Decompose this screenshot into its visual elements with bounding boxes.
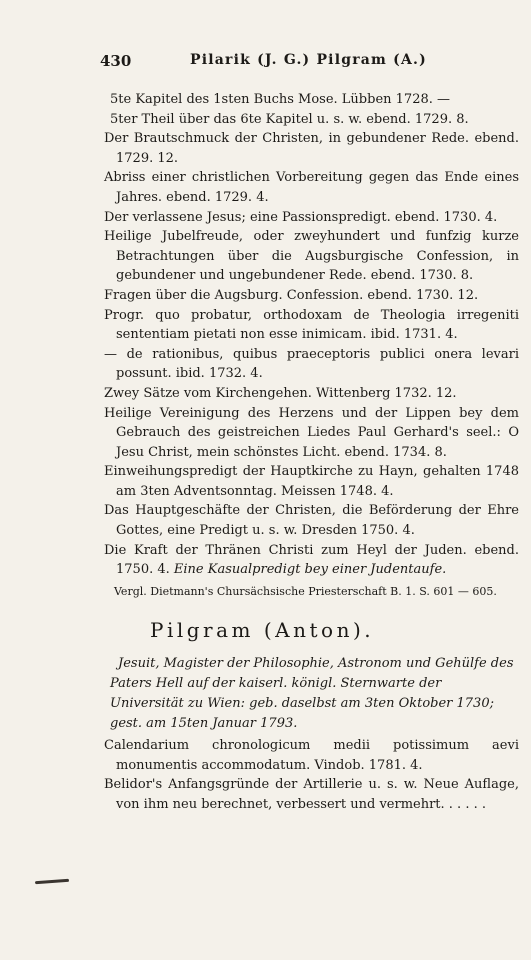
list-item: Calendarium chronologicum medii potissimum aevi monumentis accommodatum. Vindob. 1781. 4. xyxy=(104,738,519,773)
list-item: Das Hauptgeschäfte der Christen, die Beförderung der Ehre Gottes, eine Predigt u. s. w. Dresden 1750. 4. xyxy=(104,503,519,539)
list-item: 5ter Theil über das 6te Kapitel u. s. w. ebend. 1729. 8. xyxy=(110,111,469,127)
list-item: Heilige Vereinigung des Herzens und der Lippen bey dem Gebrauch des geistreichen Liedes Paul Gerhard's seel.: O Jesu Christ, mein schönstes Licht. ebend. 1734. 8. xyxy=(104,405,519,460)
works-list xyxy=(104,736,519,814)
section-heading: Pilgram (Anton). xyxy=(150,618,375,642)
list-item: Zwey Sätze vom Kirchengehen. Wittenberg 1732. 12. xyxy=(104,385,457,401)
list-item: — de rationibus, quibus praeceptoris publici onera levari possunt. ibid. 1732. 4. xyxy=(104,346,519,382)
list-item: Belidor's Anfangsgründe der Artillerie u. s. w. Neue Auflage, von ihm neu berechnet, verbessert und vermehrt. . . . . . xyxy=(104,777,519,812)
page-header xyxy=(100,52,500,74)
list-item: Heilige Jubelfreude, oder zweyhundert und funfzig kurze Betrachtungen über die Augsburgische Confession, in gebundener und ungebundener Rede. ebend. 1730. 8. xyxy=(104,229,519,284)
list-item: 5te Kapitel des 1sten Buchs Mose. Lübben 1728. — xyxy=(110,92,450,107)
biography-paragraph: Jesuit, Magister der Philosophie, Astronom und Gehülfe des Paters Hell auf der kaiserl. königl. Sternwarte der Universität zu Wien: geb. daselbst am 3ten Oktober 1730; gest. am 15ten Januar 1793. xyxy=(110,656,514,731)
page-number: 430 xyxy=(100,52,132,70)
entry-text: Die Kraft der Thränen Christi zum Heyl der Juden. ebend. 1750. 4. xyxy=(104,542,519,578)
bibliography-list xyxy=(104,90,519,599)
reference-note: Vergl. Dietmann's Chursächsische Priesterschaft B. 1. S. 601 — 605. xyxy=(114,584,497,598)
list-item: Fragen über die Augsburg. Confession. ebend. 1730. 12. xyxy=(104,287,479,303)
list-item: Einweihungspredigt der Hauptkirche zu Hayn, gehalten 1748 am 3ten Adventsonntag. Meissen 1748. 4. xyxy=(104,464,519,499)
list-item: Der Brautschmuck der Christen, in gebundener Rede. ebend. 1729. 12. xyxy=(104,131,519,166)
list-item: Der verlassene Jesus; eine Passionspredigt. ebend. 1730. 4. xyxy=(104,209,498,225)
ink-mark xyxy=(35,879,69,884)
running-title: Pilarik (J. G.) Pilgram (A.) xyxy=(190,52,427,68)
list-item: Progr. quo probatur, orthodoxam de Theologia irregeniti sententiam pietati non esse inimicam. ibid. 1731. 4. xyxy=(104,307,519,343)
entry-italic-note: Eine Kasualpredigt bey einer Judentaufe. xyxy=(173,562,447,578)
list-item: Abriss einer christlichen Vorbereitung gegen das Ende eines Jahres. ebend. 1729. 4. xyxy=(104,170,519,205)
list-item xyxy=(104,541,519,580)
